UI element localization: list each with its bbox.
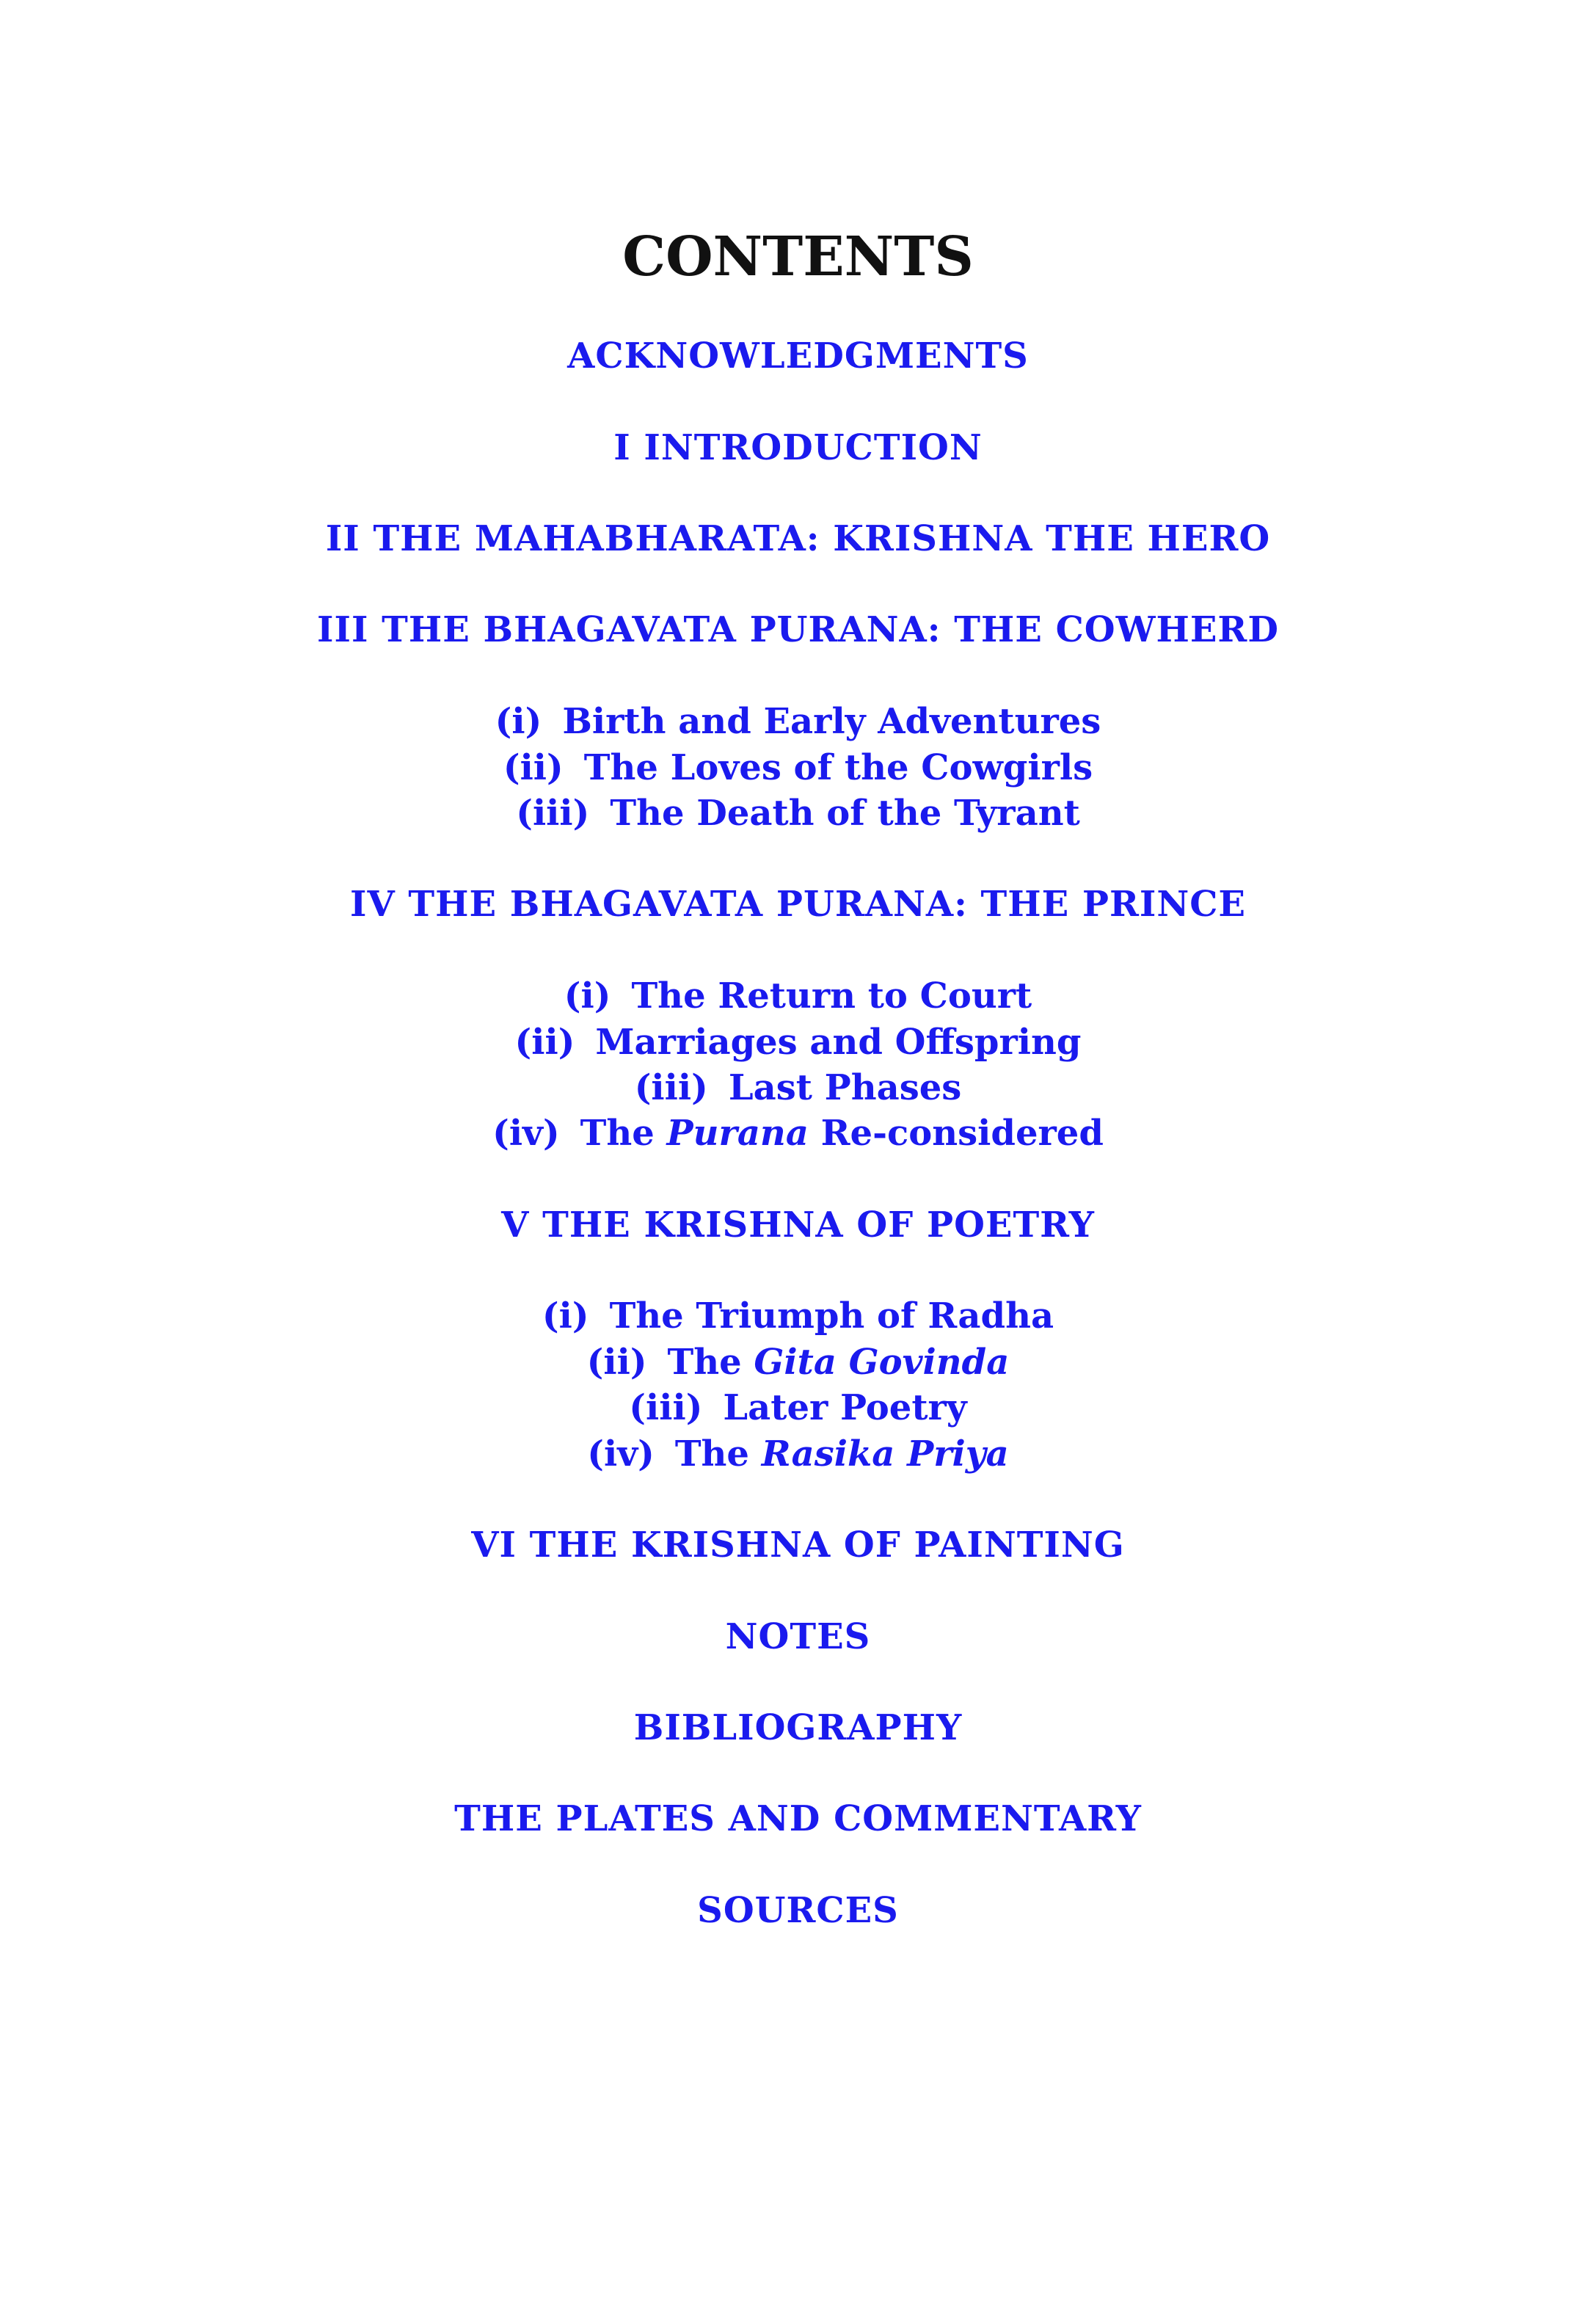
toc-sources-link[interactable]: SOURCES: [697, 1890, 899, 1931]
section-title: Last Phases: [728, 1067, 962, 1108]
section-number: (iii): [629, 1387, 703, 1428]
section-number: (ii): [503, 747, 564, 788]
toc-chapter-3-link[interactable]: III THE BHAGAVATA PURANA: THE COWHERD: [317, 609, 1279, 650]
section-title-prefix: The: [667, 1342, 742, 1383]
toc-ch4-section-4-link[interactable]: [0, 1109, 1596, 1157]
toc-chapter-5-link[interactable]: V THE KRISHNA OF POETRY: [501, 1204, 1095, 1246]
section-title: Birth and Early Adventures: [562, 701, 1101, 742]
toc-ch5-section-1-link[interactable]: [0, 1292, 1596, 1340]
toc-ch4-section-1-link[interactable]: [0, 972, 1596, 1020]
section-title: The Return to Court: [631, 975, 1032, 1017]
toc-ch5-section-2-link[interactable]: [0, 1338, 1596, 1386]
toc-ch3-section-1-link[interactable]: [0, 697, 1596, 746]
toc-acknowledgments-link[interactable]: ACKNOWLEDGMENTS: [567, 335, 1029, 377]
toc-chapter-2-link[interactable]: II THE MAHABHARATA: KRISHNA THE HERO: [325, 518, 1271, 559]
section-title: Marriages and Offspring: [595, 1022, 1082, 1063]
toc-notes-link[interactable]: NOTES: [725, 1616, 871, 1657]
toc-chapter-4-link[interactable]: IV THE BHAGAVATA PURANA: THE PRINCE: [350, 884, 1246, 925]
section-number: (ii): [514, 1022, 575, 1063]
section-number: (iv): [587, 1433, 655, 1475]
toc-ch4-section-3-link[interactable]: [0, 1064, 1596, 1112]
toc-bibliography-link[interactable]: BIBLIOGRAPHY: [633, 1707, 963, 1748]
toc-plates-link[interactable]: THE PLATES AND COMMENTARY: [454, 1798, 1142, 1839]
toc-ch3-section-2-link[interactable]: [0, 744, 1596, 792]
section-number: (i): [542, 1295, 589, 1337]
toc-ch4-section-2-link[interactable]: [0, 1018, 1596, 1066]
section-title-italic: Rasika Priya: [761, 1433, 1009, 1475]
section-title: Later Poetry: [723, 1387, 967, 1428]
section-number: (i): [564, 975, 611, 1017]
section-number: (iii): [516, 793, 590, 834]
toc-ch5-section-4-link[interactable]: [0, 1430, 1596, 1478]
section-title: The Triumph of Radha: [609, 1295, 1054, 1337]
toc-chapter-6-link[interactable]: VI THE KRISHNA OF PAINTING: [471, 1524, 1125, 1566]
section-title-italic: Gita Govinda: [754, 1342, 1010, 1383]
section-number: (iv): [492, 1113, 560, 1154]
section-title: The Death of the Tyrant: [610, 793, 1080, 834]
section-title-prefix: The: [674, 1433, 749, 1475]
section-title-suffix: Re-considered: [820, 1113, 1104, 1154]
section-title-italic: Purana: [666, 1113, 809, 1154]
toc-chapter-1-link[interactable]: I INTRODUCTION: [613, 427, 983, 468]
toc-ch3-section-3-link[interactable]: [0, 789, 1596, 837]
toc-ch5-section-3-link[interactable]: [0, 1384, 1596, 1432]
section-number: (iii): [634, 1067, 708, 1108]
section-title-prefix: The: [580, 1113, 655, 1154]
section-title: The Loves of the Cowgirls: [583, 747, 1093, 788]
section-number: (ii): [586, 1342, 647, 1383]
page-title: CONTENTS: [622, 225, 974, 288]
section-number: (i): [495, 701, 542, 742]
